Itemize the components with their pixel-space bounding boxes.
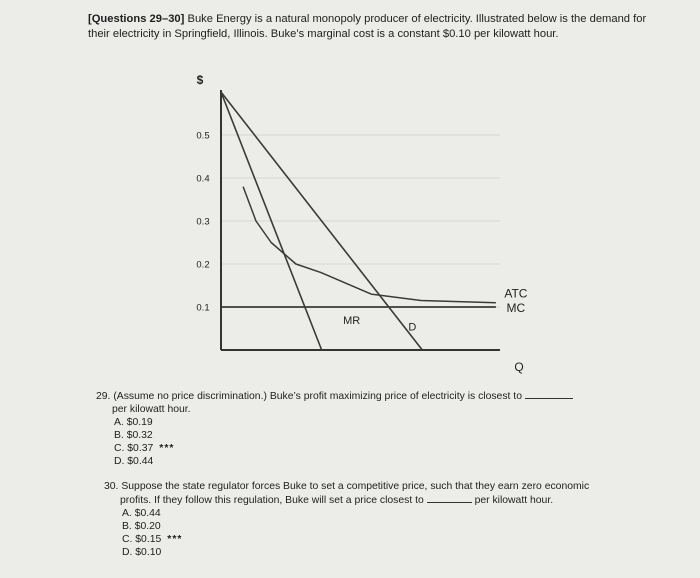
- q29-option-d: D. $0.44: [114, 456, 154, 467]
- q29-option-c-label: C. $0.37: [114, 443, 154, 454]
- y-tick-label: 0.4: [196, 173, 210, 185]
- demand-label: D: [408, 321, 417, 334]
- q30-stem-cont: profits. If they follow this regulation, Buke will set a price closest to: [120, 495, 424, 506]
- q29-answer-mark: ***: [159, 443, 175, 454]
- q29-answer-blank: [525, 389, 573, 399]
- mc-label: MC: [506, 301, 526, 315]
- q29-stem-cont: per kilowatt hour.: [112, 404, 191, 415]
- q30-option-b: B. $0.20: [122, 521, 161, 532]
- q29-option-a: A. $0.19: [114, 417, 153, 428]
- q30-answer-mark: ***: [167, 534, 183, 545]
- y-tick-label: 0.3: [196, 216, 210, 228]
- x-axis-label: Q: [514, 360, 524, 374]
- q30-option-d: D. $0.10: [122, 547, 162, 558]
- q29-option-c: [96, 442, 636, 455]
- q30-answer-blank: [427, 493, 472, 503]
- q30-stem-end: per kilowatt hour.: [474, 495, 554, 506]
- question-30: [104, 480, 664, 559]
- q30-stem-cont-row: [104, 493, 664, 507]
- y-axis-label: $: [196, 73, 204, 87]
- q29-option-b: B. $0.32: [114, 430, 153, 441]
- y-tick-label: 0.1: [196, 302, 210, 314]
- question-29: [96, 389, 636, 468]
- mr-label: MR: [343, 315, 361, 328]
- q30-stem: 30. Suppose the state regulator forces Buke to set a competitive price, such that they earn zero economic: [104, 481, 590, 492]
- intro-text: Buke Energy is a natural monopoly producer of electricity. Illustrated below is the demand for their electricity in Springfield, Illinois. Buke’s marginal cost is a constant $0.10 per kilowatt hour.: [88, 13, 647, 40]
- q30-option-a: A. $0.44: [122, 508, 161, 519]
- q30-option-c-label: C. $0.15: [122, 534, 162, 545]
- atc-label: ATC: [504, 286, 528, 301]
- question-range: [Questions 29–30]: [88, 13, 185, 25]
- y-tick-label: 0.5: [196, 130, 210, 142]
- q30-option-c: [104, 533, 664, 546]
- y-tick-label: 0.2: [196, 259, 210, 271]
- q29-stem: 29. (Assume no price discrimination.) Buke’s profit maximizing price of electricity is closest to: [96, 391, 522, 402]
